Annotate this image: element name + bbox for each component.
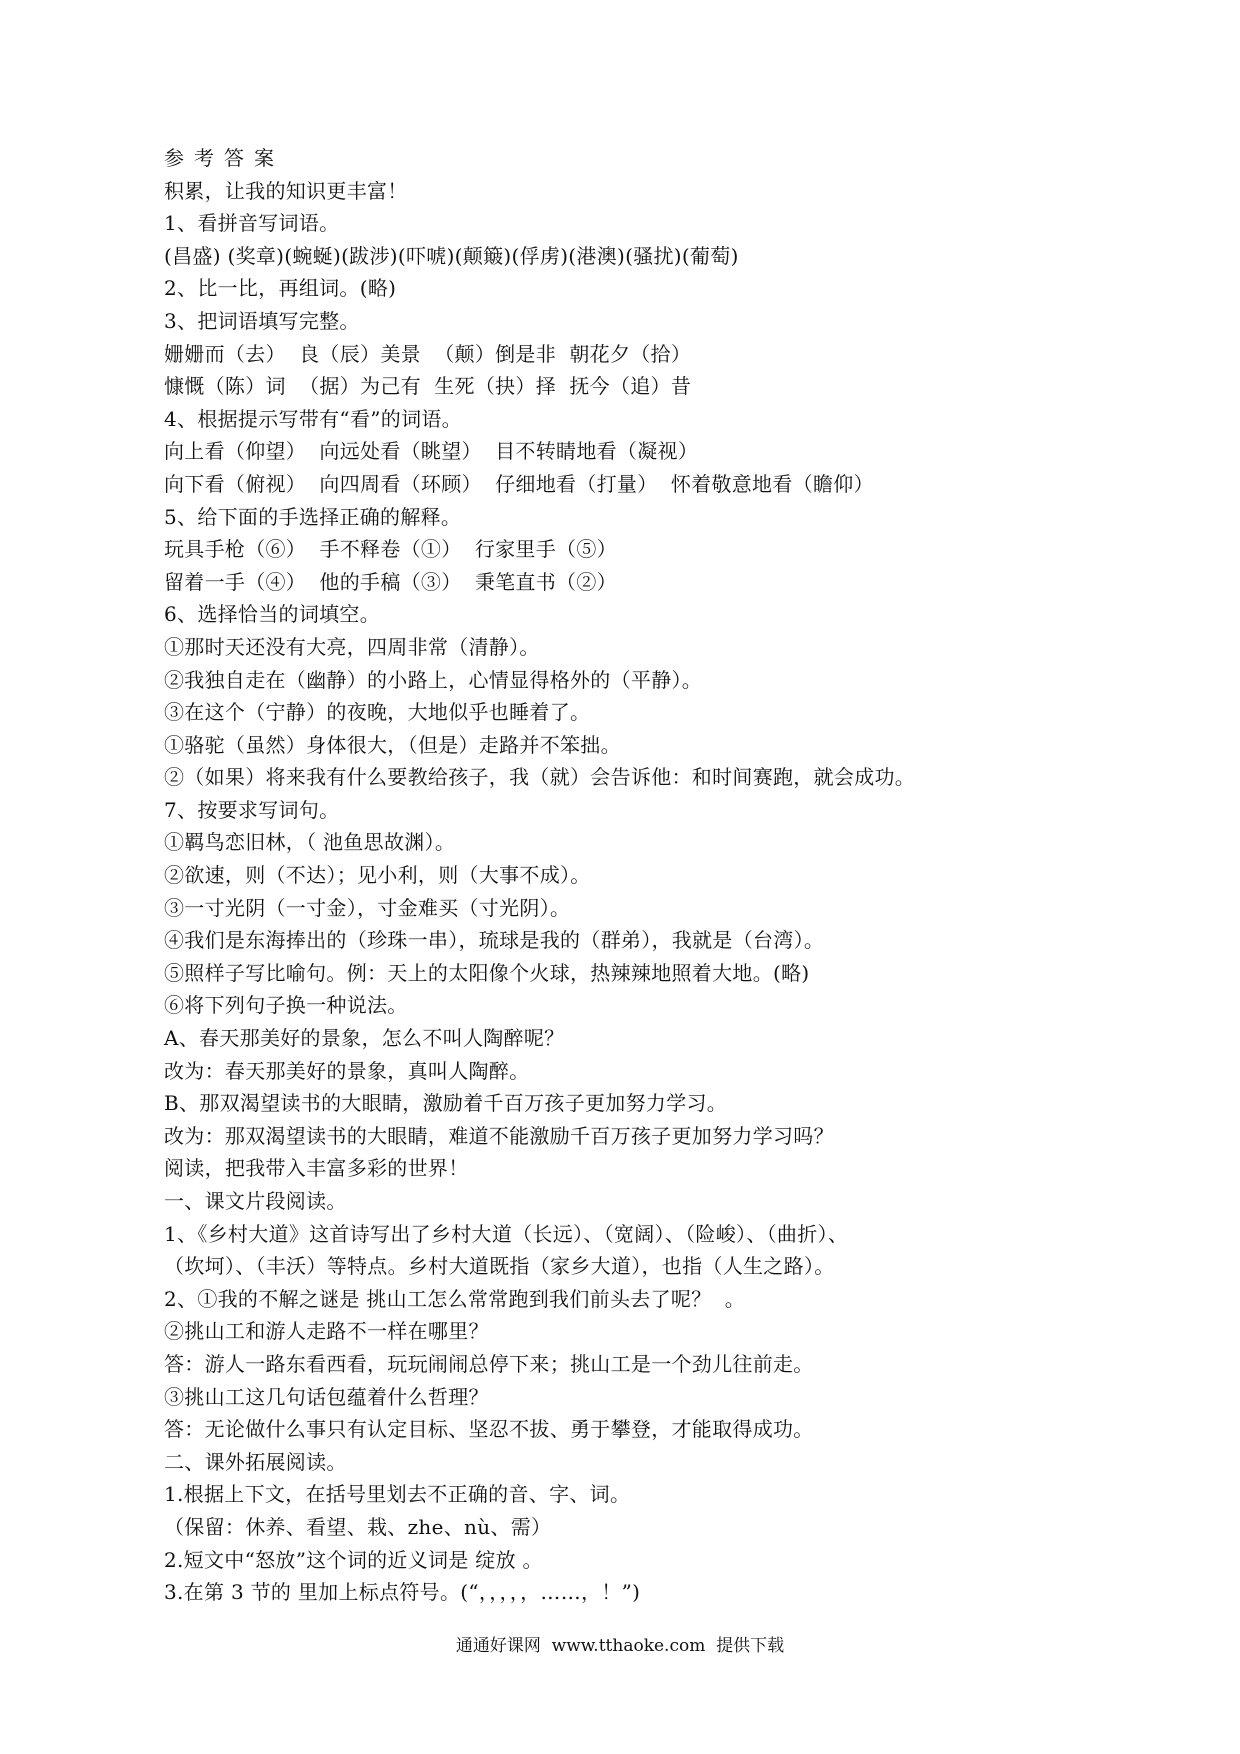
text-line: ①那时天还没有大亮，四周非常（清静）。 [164, 634, 540, 659]
text-line: ②挑山工和游人走路不一样在哪里？ [164, 1319, 489, 1344]
text-line: 阅读，把我带入丰富多彩的世界！ [164, 1156, 469, 1181]
text-line: 改为：春天那美好的景象，真叫人陶醉。 [164, 1058, 530, 1083]
text-line: ②我独自走在（幽静）的小路上，心情显得格外的（平静）。 [164, 667, 703, 692]
text-line: 6、选择恰当的词填空。 [164, 602, 381, 627]
text-line: 慷慨（陈）词 （据）为己有 生死（抉）择 抚今（追）昔 [164, 374, 692, 399]
text-line: ②欲速，则（不达）；见小利，则（大事不成）。 [164, 863, 591, 888]
page-footer: 通通好课网 www.tthaoke.com 提供下载 [455, 1636, 785, 1656]
text-line: 2、比一比，再组词。(略) [164, 276, 397, 301]
text-line: 玩具手枪（⑥） 手不释卷（①） 行家里手（⑤） [164, 537, 617, 562]
text-line: ①骆驼（虽然）身体很大，（但是）走路并不笨拙。 [164, 732, 621, 757]
text-line: 3、把词语填写完整。 [164, 308, 360, 333]
text-line: 答：游人一路东看西看，玩玩闹闹总停下来；挑山工是一个劲儿往前走。 [164, 1351, 814, 1376]
text-line: 向上看（仰望） 向远处看（眺望） 目不转睛地看（凝视） [164, 439, 699, 464]
text-line: A、春天那美好的景象，怎么不叫人陶醉呢？ [164, 1026, 565, 1051]
text-line: ④我们是东海捧出的（珍珠一串），琉球是我的（群弟），我就是（台湾）。 [164, 928, 825, 953]
text-line: 1、《乡村大道》这首诗写出了乡村大道（长远）、（宽阔）、（险峻）、（曲折）、 [164, 1221, 849, 1246]
text-line: 一、课文片段阅读。 [164, 1189, 347, 1213]
text-line: （坎坷）、（丰沃）等特点。乡村大道既指（家乡大道），也指（人生之路）。 [164, 1254, 835, 1279]
text-line: 2.短文中“怒放”这个词的近义词是 绽放 。 [164, 1547, 543, 1572]
text-line: 改为：那双渴望读书的大眼睛，难道不能激励千百万孩子更加努力学习吗？ [164, 1123, 834, 1148]
text-line: 答：无论做什么事只有认定目标、坚忍不拔、勇于攀登，才能取得成功。 [164, 1417, 814, 1442]
document-title: 参考答案 [164, 146, 284, 170]
text-line: 1、看拼音写词语。 [164, 211, 340, 236]
text-line: 姗姗而（去） 良（辰）美景 （颠）倒是非 朝花夕（拾） [164, 341, 692, 366]
text-line: 积累，让我的知识更丰富！ [164, 178, 408, 203]
answer-document [164, 142, 1174, 1609]
text-line: 二、课外拓展阅读。 [164, 1449, 347, 1474]
text-line: ②（如果）将来我有什么要教给孩子，我（就）会告诉他：和时间赛跑，就会成功。 [164, 765, 916, 790]
text-line: （保留：休养、看望、栽、zhe、nù、需） [164, 1514, 552, 1539]
text-line: 3.在第 3 节的 里加上标点符号。(“，，，，，……，！”) [164, 1580, 641, 1605]
text-line: 5、给下面的手选择正确的解释。 [164, 504, 462, 529]
text-line: ⑤照样子写比喻句。例：天上的太阳像个火球，热辣辣地照着大地。(略) [164, 960, 810, 985]
text-line: ①羁鸟恋旧林，（ 池鱼思故渊）。 [164, 830, 456, 855]
text-line: B、那双渴望读书的大眼睛，激励着千百万孩子更加努力学习。 [164, 1091, 728, 1116]
text-line: ⑥将下列句子换一种说法。 [164, 993, 408, 1018]
text-line: ③一寸光阴（一寸金），寸金难买（寸光阴）。 [164, 895, 571, 920]
text-line: ③挑山工这几句话包蕴着什么哲理？ [164, 1384, 489, 1409]
text-line: 1.根据上下文，在括号里划去不正确的音、字、词。 [164, 1482, 631, 1507]
text-line: (昌盛) (奖章)(蜿蜒)(跋涉)(吓唬)(颠簸)(俘虏)(港澳)(骚扰)(葡萄) [164, 243, 739, 268]
text-line: 向下看（俯视） 向四周看（环顾） 仔细地看（打量） 怀着敬意地看（瞻仰） [164, 471, 874, 496]
text-line: 7、按要求写词句。 [164, 797, 340, 822]
text-line: ③在这个（宁静）的夜晚，大地似乎也睡着了。 [164, 700, 591, 725]
text-line: 留着一手（④） 他的手稿（③） 秉笔直书（②） [164, 569, 617, 594]
text-line: 4、根据提示写带有“看”的词语。 [164, 406, 462, 431]
text-line: 2、①我的不解之谜是 挑山工怎么常常跑到我们前头去了呢？ 。 [164, 1286, 746, 1311]
